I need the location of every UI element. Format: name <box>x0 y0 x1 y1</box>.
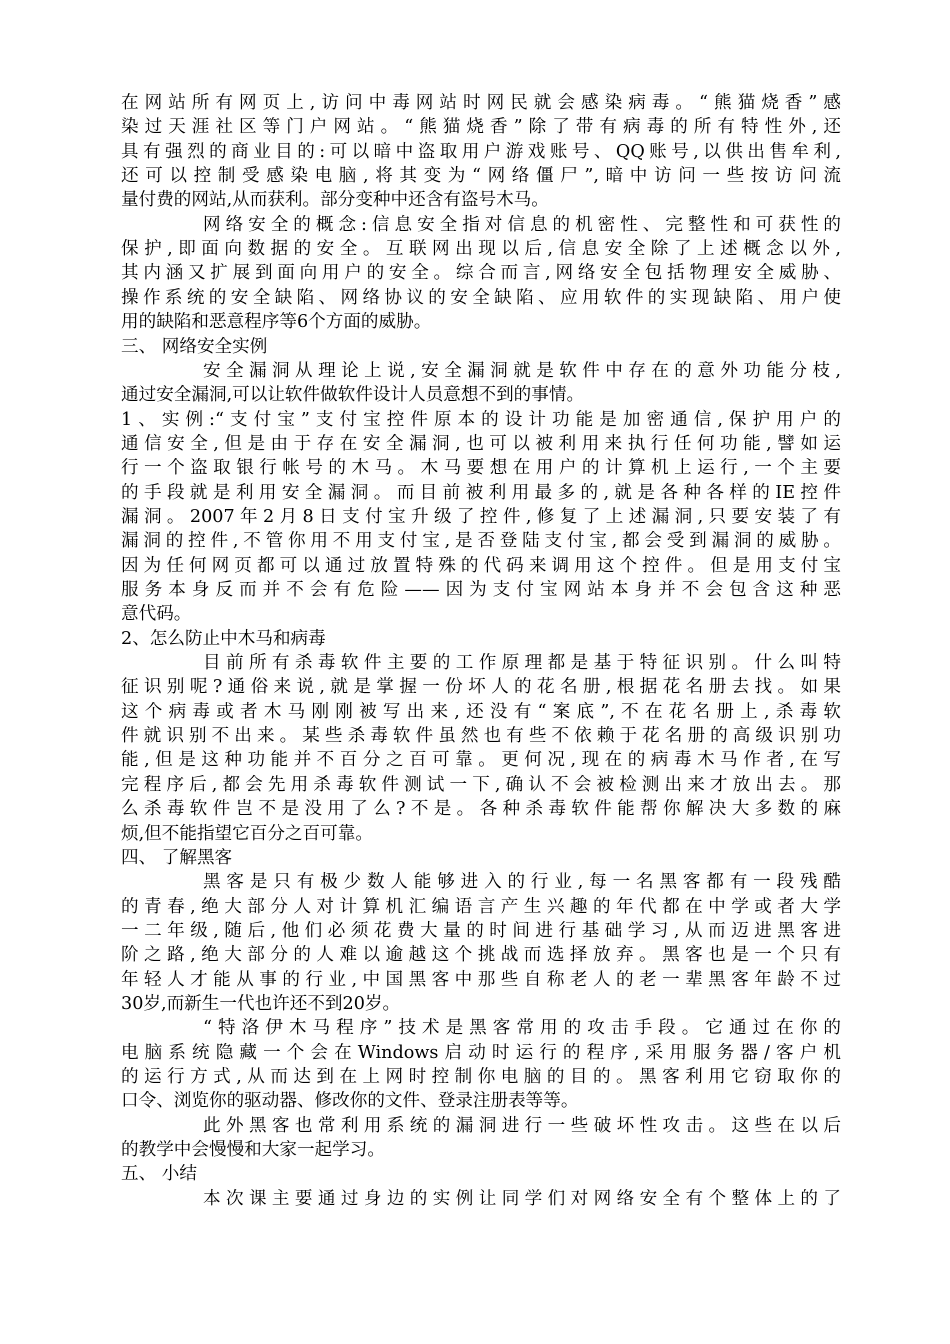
text-line: 烦,但不能指望它百分之百可靠。 <box>121 824 373 844</box>
text-line: 五、 小结 <box>121 1164 197 1184</box>
text-line: 本次课主要通过身边的实例让同学们对网络安全有个整体上的了 <box>203 1189 841 1209</box>
text-line: 还可以控制受感染电脑,将其变为“网络僵尸”,暗中访问一些按访问流 <box>121 166 841 186</box>
text-line: 因为任何网页都可以通过放置特殊的代码来调用这个控件。但是用支付宝 <box>121 556 841 576</box>
text-line: 保护,即面向数据的安全。互联网出现以后,信息安全除了上述概念以外, <box>121 239 841 259</box>
text-line: 么杀毒软件岂不是没用了么?不是。各种杀毒软件能帮你解决大多数的麻 <box>121 799 841 819</box>
text-line: 具有强烈的商业目的:可以暗中盗取用户游戏账号、QQ账号,以供出售牟利, <box>121 142 841 162</box>
text-line: 能,但是这种功能并不百分之百可靠。更何况,现在的病毒木马作者,在写 <box>121 750 841 770</box>
text-line: 用的缺陷和恶意程序等6个方面的威胁。 <box>121 312 432 332</box>
text-line: 的运行方式,从而达到在上网时控制你电脑的目的。黑客利用它窃取你的 <box>121 1067 841 1087</box>
text-line: 安全漏洞从理论上说,安全漏洞就是软件中存在的意外功能分枝, <box>203 361 841 381</box>
text-line: 件就识别不出来。某些杀毒软件虽然也有些不依赖于花名册的高级识别功 <box>121 726 841 746</box>
text-line: 染过天涯社区等门户网站。“熊猫烧香”除了带有病毒的所有特性外,还 <box>121 117 841 137</box>
text-line: 通过安全漏洞,可以让软件做软件设计人员意想不到的事情。 <box>121 385 585 405</box>
text-line: 的青春,绝大部分人对计算机汇编语言产生兴趣的年代都在中学或者大学 <box>121 897 841 917</box>
text-line: 三、 网络安全实例 <box>121 337 268 357</box>
text-line: 完程序后,都会先用杀毒软件测试一下,确认不会被检测出来才放出去。那 <box>121 775 841 795</box>
text-line: 征识别呢?通俗来说,就是掌握一份坏人的花名册,根据花名册去找。如果 <box>121 677 841 697</box>
text-line: 1、实例:“支付宝”支付宝控件原本的设计功能是加密通信,保护用户的 <box>121 410 841 430</box>
text-line: 量付费的网站,从而获利。部分变种中还含有盗号木马。 <box>121 190 549 210</box>
text-line: 电脑系统隐藏一个会在Windows启动时运行的程序,采用服务器/客户机 <box>121 1043 841 1063</box>
text-line: 操作系统的安全缺陷、网络协议的安全缺陷、应用软件的实现缺陷、用户使 <box>121 288 841 308</box>
text-line: 通信安全,但是由于存在安全漏洞,也可以被利用来执行任何功能,譬如运 <box>121 434 841 454</box>
text-line: 一二年级,随后,他们必须花费大量的时间进行基础学习,从而迈进黑客进 <box>121 921 841 941</box>
text-line: 口令、浏览你的驱动器、修改你的文件、登录注册表等等。 <box>121 1091 579 1111</box>
text-line: 的教学中会慢慢和大家一起学习。 <box>121 1140 385 1160</box>
text-line: 意代码。 <box>121 604 192 624</box>
text-line: 黑客是只有极少数人能够进入的行业,每一名黑客都有一段残酷 <box>203 872 841 892</box>
text-line: “特洛伊木马程序”技术是黑客常用的攻击手段。它通过在你的 <box>203 1018 841 1038</box>
text-line: 阶之路,绝大部分的人难以逾越这个挑战而选择放弃。黑客也是一个只有 <box>121 945 841 965</box>
text-line: 此外黑客也常利用系统的漏洞进行一些破坏性攻击。这些在以后 <box>203 1116 841 1136</box>
text-line: 四、 了解黑客 <box>121 848 233 868</box>
text-line: 服务本身反而并不会有危险——因为支付宝网站本身并不会包含这种恶 <box>121 580 841 600</box>
text-line: 在网站所有网页上,访问中毒网站时网民就会感染病毒。“熊猫烧香”感 <box>121 93 841 113</box>
text-line: 漏洞的控件,不管你用不用支付宝,是否登陆支付宝,都会受到漏洞的威胁。 <box>121 531 841 551</box>
text-line: 30岁,而新生一代也许还不到20岁。 <box>121 994 401 1014</box>
text-line: 行一个盗取银行帐号的木马。木马要想在用户的计算机上运行,一个主要 <box>121 458 841 478</box>
text-line: 目前所有杀毒软件主要的工作原理都是基于特征识别。什么叫特 <box>203 653 841 673</box>
text-line: 2、怎么防止中木马和病毒 <box>121 629 326 649</box>
text-line: 年轻人才能从事的行业,中国黑客中那些自称老人的老一辈黑客年龄不过 <box>121 970 841 990</box>
text-line: 的手段就是利用安全漏洞。而目前被利用最多的,就是各种各样的IE控件 <box>121 483 841 503</box>
text-line: 网络安全的概念:信息安全指对信息的机密性、完整性和可获性的 <box>203 215 841 235</box>
text-line: 这个病毒或者木马刚刚被写出来,还没有“案底”,不在花名册上,杀毒软 <box>121 702 841 722</box>
text-line: 其内涵又扩展到面向用户的安全。综合而言,网络安全包括物理安全威胁、 <box>121 263 841 283</box>
text-line: 漏洞。2007年2月8日支付宝升级了控件,修复了上述漏洞,只要安装了有 <box>121 507 841 527</box>
